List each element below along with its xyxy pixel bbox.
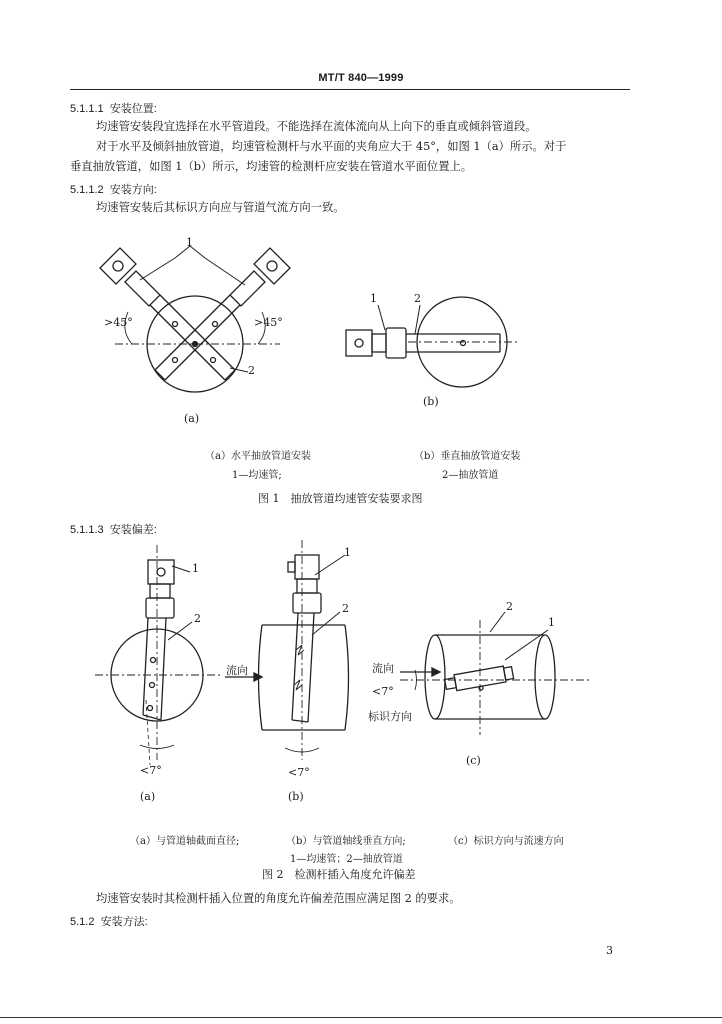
fig2a-angle: <7°	[140, 764, 162, 777]
fig1b-label: 1	[370, 292, 377, 305]
fig1-label: 1	[186, 236, 193, 249]
section-number: 5.1.1.3	[70, 524, 104, 536]
fig1-legend: 2—抽放管道	[442, 470, 499, 481]
fig1-caption-a: （a）水平抽放管道安装	[205, 451, 311, 462]
paragraph-line: 均速管安装后其标识方向应与管道气流方向一致。	[96, 201, 345, 214]
fig2-subfigure-b: (b)	[288, 790, 304, 803]
fig1-label: 2	[248, 364, 255, 377]
section-number: 5.1.2	[70, 916, 95, 928]
section-title: 安装位置:	[109, 103, 157, 115]
fig1-subfigure-b: (b)	[423, 395, 439, 408]
fig2-subfigure-c: (c)	[466, 754, 481, 767]
pipe-cross-section-b	[417, 297, 507, 387]
fig2c-label: 1	[548, 616, 555, 629]
fig2b-angle: <7°	[288, 766, 310, 779]
section-5-1-1-2	[70, 181, 157, 197]
section-number: 5.1.1.1	[70, 103, 104, 115]
section-number: 5.1.1.2	[70, 184, 104, 196]
fig2-caption-a: （a）与管道轴截面直径;	[130, 836, 240, 847]
figure-1-title: 图 1 抽放管道均速管安装要求图	[258, 492, 423, 505]
section-title: 安装偏差:	[109, 524, 157, 536]
fig1-angle-right: >45°	[254, 316, 283, 329]
pipe-cross-section	[147, 296, 243, 392]
figure-2-title: 图 2 检测杆插入角度允许偏差	[262, 868, 416, 881]
fig2c-flow-label: 流向	[372, 662, 394, 675]
fig1b-label: 2	[414, 292, 421, 305]
section-5-1-2	[70, 913, 148, 929]
fig2-legend: 1—均速管；2—抽放管道	[290, 854, 403, 865]
fig1-angle-left: >45°	[104, 316, 133, 329]
paragraph-line: 对于水平及倾斜抽放管道，均速管检测杆与水平面的夹角应大于 45°，如图 1（a）所示。对于	[96, 140, 567, 153]
fig2b-label: 2	[342, 602, 349, 615]
section-title: 安装方向:	[109, 184, 157, 196]
fig2b-flow-label: 流向	[226, 664, 248, 677]
paragraph-line: 垂直抽放管道，如图 1（b）所示，均速管的检测杆应安装在管道水平面位置上。	[70, 160, 473, 173]
right-probe	[155, 248, 290, 380]
fig1-legend: 1—均速管;	[232, 470, 282, 481]
fig2-caption-b: （b）与管道轴线垂直方向;	[286, 836, 406, 847]
fig2a-label: 2	[194, 612, 201, 625]
fig2-caption-c: （c）标识方向与流速方向	[448, 836, 564, 847]
page-number: 3	[606, 944, 613, 957]
fig2c-mark-label: 标识方向	[368, 710, 412, 723]
paragraph-line: 均速管安装段宜选择在水平管道段。不能选择在流体流向从上向下的垂直或倾斜管道段。	[96, 120, 537, 133]
left-probe	[100, 248, 235, 380]
section-5-1-1-1	[70, 100, 157, 116]
fig2c-label: 2	[506, 600, 513, 613]
fig2-subfigure-a: (a)	[140, 790, 156, 803]
fig2b-label: 1	[344, 546, 351, 559]
fig2c-angle: <7°	[372, 685, 394, 698]
fig1-subfigure-a: (a)	[184, 412, 200, 425]
document-code-header: MT/T 840—1999	[318, 72, 404, 84]
section-title: 安装方法:	[100, 916, 148, 928]
paragraph-line: 均速管安装时其检测杆插入位置的角度允许偏差范围应满足图 2 的要求。	[96, 892, 461, 905]
fig2a-label: 1	[192, 562, 199, 575]
section-5-1-1-3	[70, 521, 157, 537]
page-bottom-edge	[0, 1017, 722, 1018]
fig1-caption-b: （b）垂直抽放管道安装	[414, 451, 521, 462]
header-rule	[70, 89, 630, 90]
